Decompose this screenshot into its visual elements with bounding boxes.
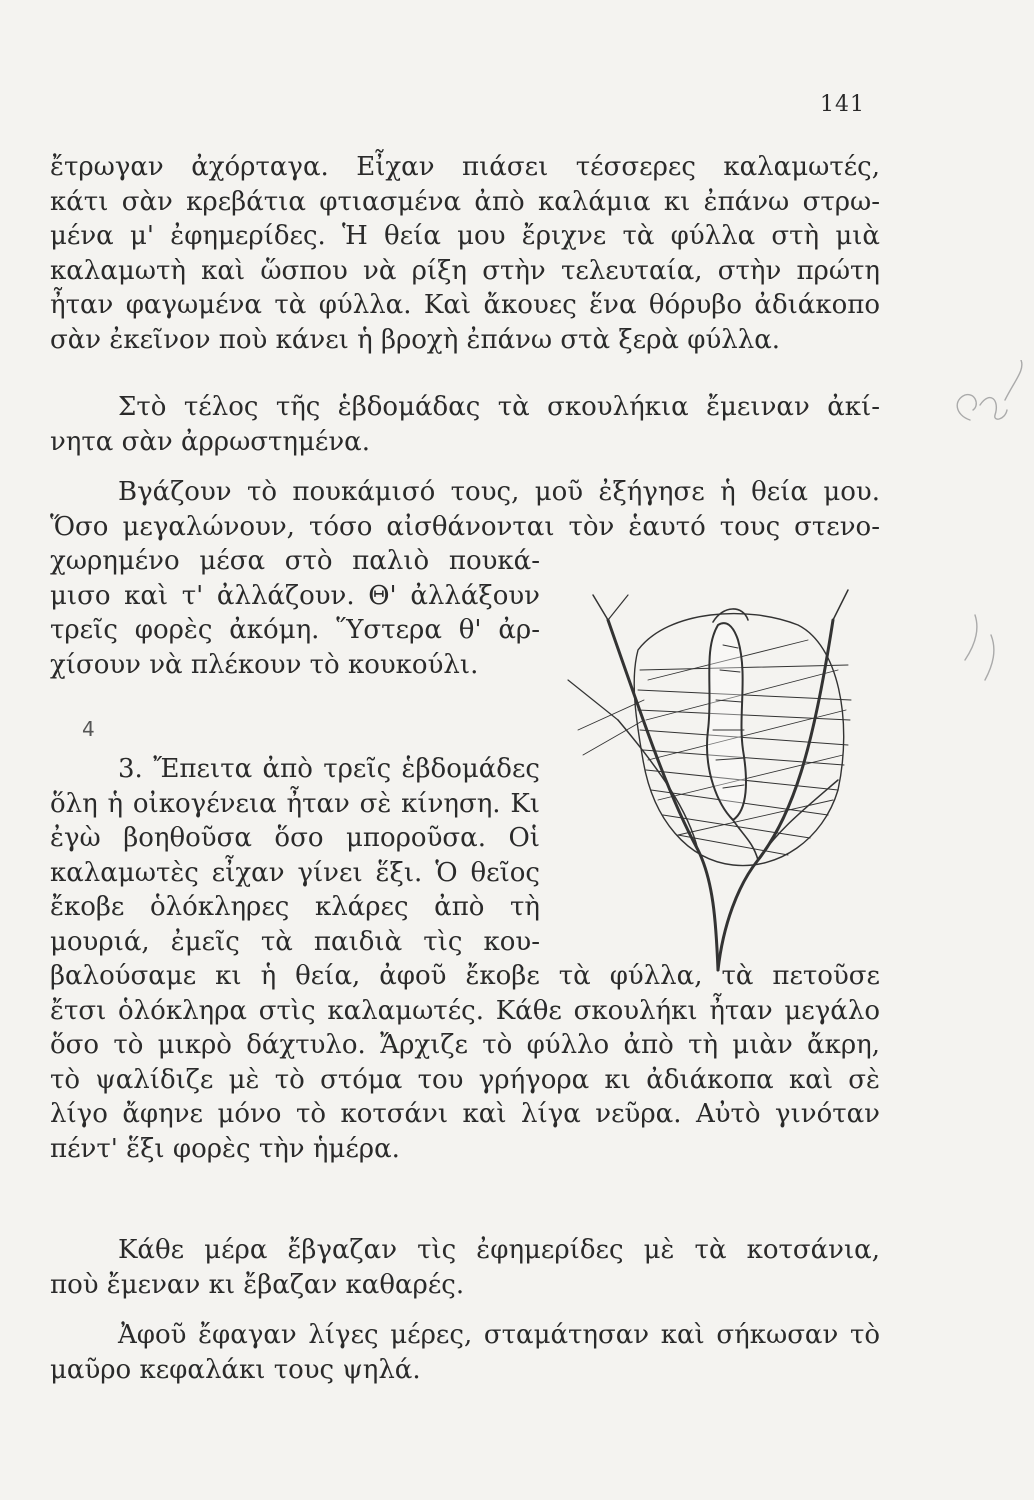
handwritten-marker: 4 — [82, 717, 95, 741]
text-line: καλαμωτὴ καὶ ὥσπου νὰ ρίξη στὴν τελευταία, στὴν πρώτη — [50, 255, 880, 286]
text-line: ὅσο τὸ μικρὸ δάχτυλο. Ἄρχιζε τὸ φύλλο ἀπὸ τὴ μιὰν ἄκρη, — [50, 1030, 880, 1060]
paragraph-6 — [50, 1318, 880, 1387]
text-line: καλαμωτὲς εἶχαν γίνει ἕξι. Ὁ θεῖος — [50, 857, 540, 888]
text-line: νητα σὰν ἀρρωστημένα. — [50, 426, 370, 457]
text-line: μισο καὶ τ' ἀλλάζουν. Θ' ἀλλάξουν — [50, 580, 540, 611]
text-line: μουριά, ἐμεῖς τὰ παιδιὰ τὶς κου- — [50, 926, 540, 957]
text-line: βαλούσαμε κι ἡ θεία, ἀφοῦ ἔκοβε τὰ φύλλα, τὰ πετοῦσε — [50, 961, 880, 991]
paragraph-1 — [50, 150, 880, 357]
text-line: λίγο ἄφηνε μόνο τὸ κοτσάνι καὶ λίγα νεῦρα. Αὐτὸ γινόταν — [50, 1099, 880, 1129]
text-line: ἔκοβε ὁλόκληρες κλάρες ἀπὸ τὴ — [50, 892, 540, 922]
paragraph-5 — [50, 1233, 880, 1302]
text-line: σὰν ἐκεῖνον ποὺ κάνει ἡ βροχὴ ἐπάνω στὰ ξερὰ φύλλα. — [50, 324, 781, 355]
text-line: ὅλη ἡ οἰκογένεια ἦταν σὲ κίνηση. Κι — [50, 788, 540, 819]
text-line: τρεῖς φορὲς ἀκόμη. Ὕστερα θ' ἀρ- — [50, 615, 540, 645]
text-line: ἔτσι ὁλόκληρα στὶς καλαμωτές. Κάθε σκουλήκι ἦταν μεγάλο — [50, 995, 880, 1026]
text-line: Ὅσο μεγαλώνουν, τόσο αἰσθάνονται τὸν ἑαυτό τους στενο- — [50, 511, 880, 542]
margin-scribble-icon — [945, 360, 1030, 740]
text-line: ἦταν φαγωμένα τὰ φύλλα. Καὶ ἄκουες ἕνα θόρυβο ἀδιάκοπο — [50, 290, 880, 320]
paragraph-2 — [50, 390, 880, 459]
page-number: 141 — [820, 92, 865, 117]
text-line: 3. Ἔπειτα ἀπὸ τρεῖς ἑβδομάδες — [118, 754, 540, 784]
text-line: χίσουν νὰ πλέκουν τὸ κουκούλι. — [50, 649, 479, 680]
text-line: μένα μ' ἐφημερίδες. Ἡ θεία μου ἔριχνε τὰ φύλλα στὴ μιὰ — [50, 221, 880, 251]
text-line: Ἀφοῦ ἔφαγαν λίγες μέρες, σταμάτησαν καὶ σήκωσαν τὸ — [118, 1320, 880, 1350]
text-line: Κάθε μέρα ἔβγαζαν τὶς ἐφημερίδες μὲ τὰ κοτσάνια, — [118, 1235, 880, 1265]
text-line: τὸ ψαλίδιζε μὲ τὸ στόμα του γρήγορα κι ἀδιάκοπα καὶ σὲ — [50, 1064, 880, 1095]
text-line: ποὺ ἔμεναν κι ἔβαζαν καθαρές. — [50, 1269, 465, 1300]
text-line: Στὸ τέλος τῆς ἑβδομάδας τὰ σκουλήκια ἔμειναν ἀκί- — [118, 392, 880, 422]
silkworm-cocoon-on-branch-icon — [548, 580, 878, 975]
text-line: χωρημένο μέσα στὸ παλιὸ πουκά- — [50, 546, 540, 576]
text-line: Βγάζουν τὸ πουκάμισό τους, μοῦ ἐξήγησε ἡ θεία μου. — [118, 477, 880, 507]
text-line: ἐγὼ βοηθοῦσα ὅσο μποροῦσα. Οἱ — [50, 823, 540, 853]
text-line: μαῦρο κεφαλάκι τους ψηλά. — [50, 1354, 421, 1385]
text-line: πέντ' ἕξι φορὲς τὴν ἡμέρα. — [50, 1133, 400, 1164]
text-line: ἔτρωγαν ἀχόρταγα. Εἶχαν πιάσει τέσσερες καλαμωτές, — [50, 152, 880, 182]
text-line: κάτι σὰν κρεβάτια φτιασμένα ἀπὸ καλάμια κι ἐπάνω στρω- — [50, 186, 880, 217]
